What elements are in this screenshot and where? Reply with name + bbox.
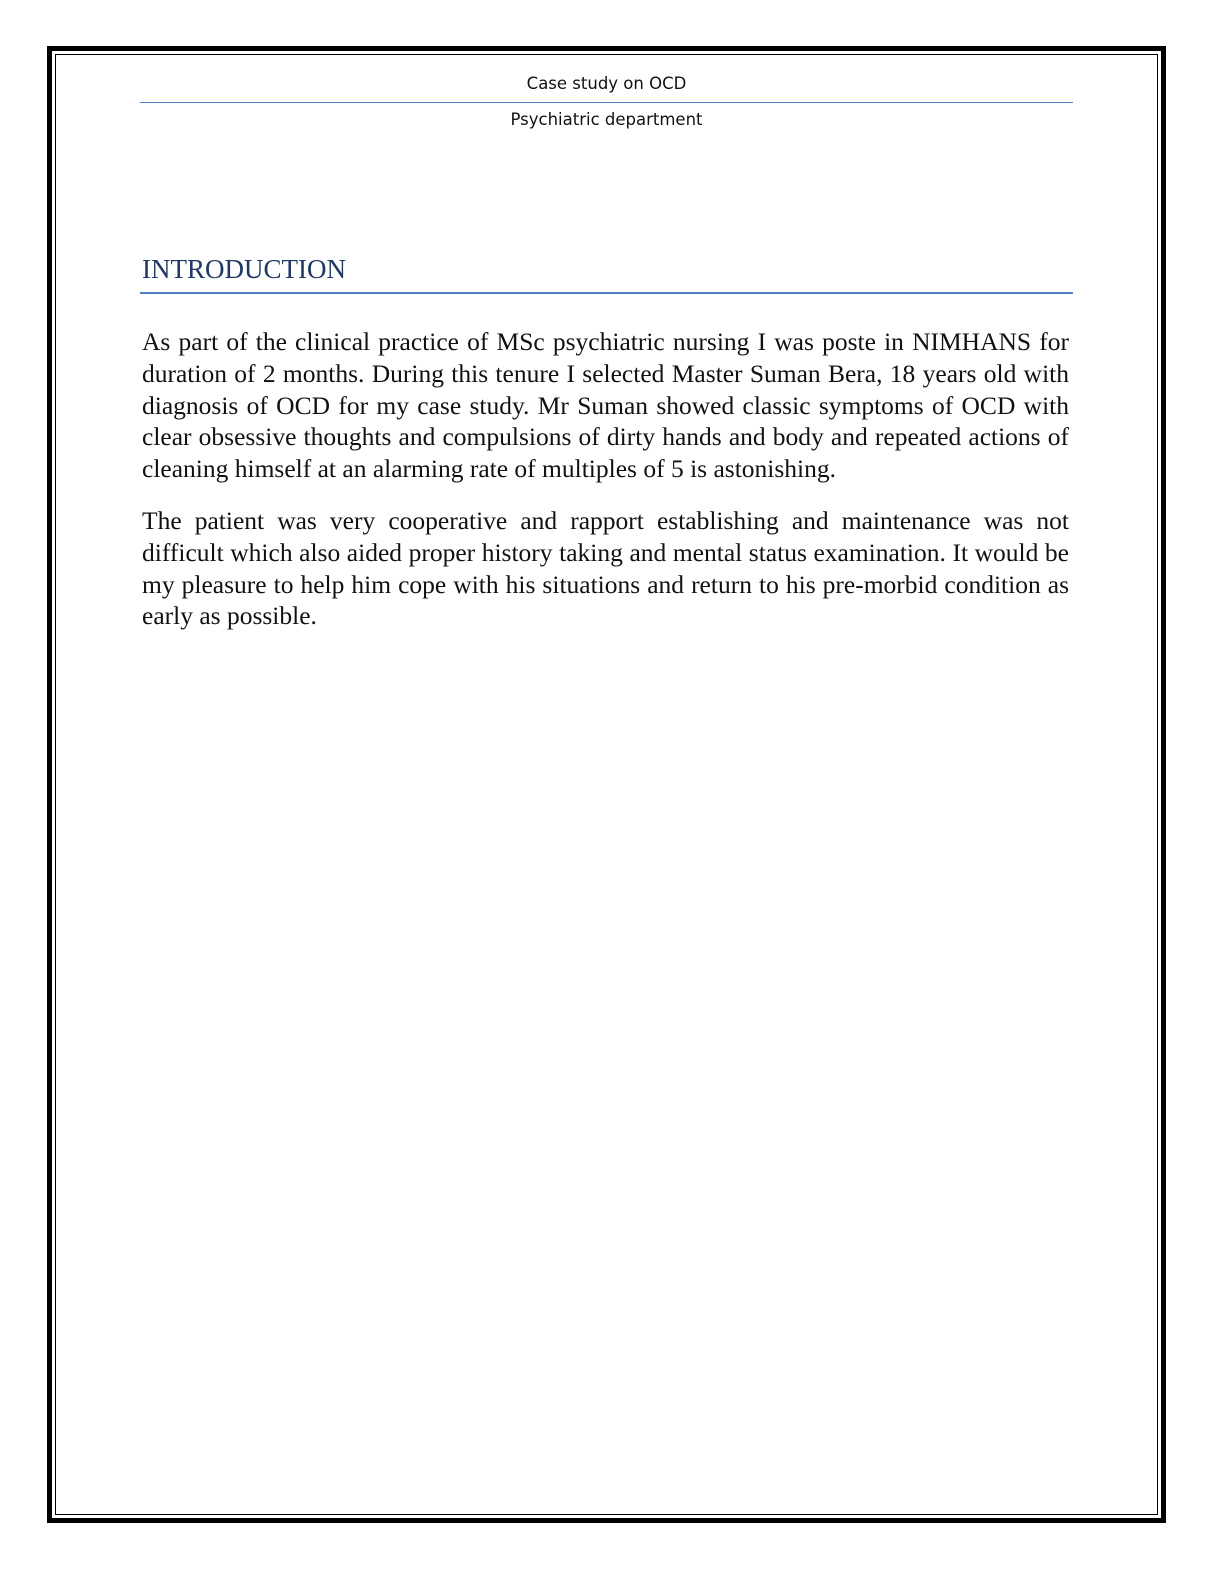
- heading-divider: [140, 292, 1073, 294]
- paragraph: The patient was very cooperative and rapport establishing and maintenance was not difficult which also aided proper history taking and mental status examination. It would be my pleasure to help him cope with his situations and return to his pre-morbid condition as early as possible.: [142, 505, 1069, 631]
- header-divider: [140, 102, 1073, 103]
- section-body: [142, 326, 1069, 652]
- page-header-subtitle: Psychiatric department: [510, 110, 703, 129]
- paragraph: As part of the clinical practice of MSc psychiatric nursing I was poste in NIMHANS for duration of 2 months. During this tenure I selected Master Suman Bera, 18 years old with diagnosis of OCD for my case study. Mr Suman showed classic symptoms of OCD with clear obsessive thoughts and compulsions of dirty hands and body and repeated actions of cleaning himself at an alarming rate of multiples of 5 is astonishing.: [142, 327, 1069, 484]
- page-header-title: Case study on OCD: [526, 74, 687, 93]
- section-heading: INTRODUCTION: [142, 254, 346, 284]
